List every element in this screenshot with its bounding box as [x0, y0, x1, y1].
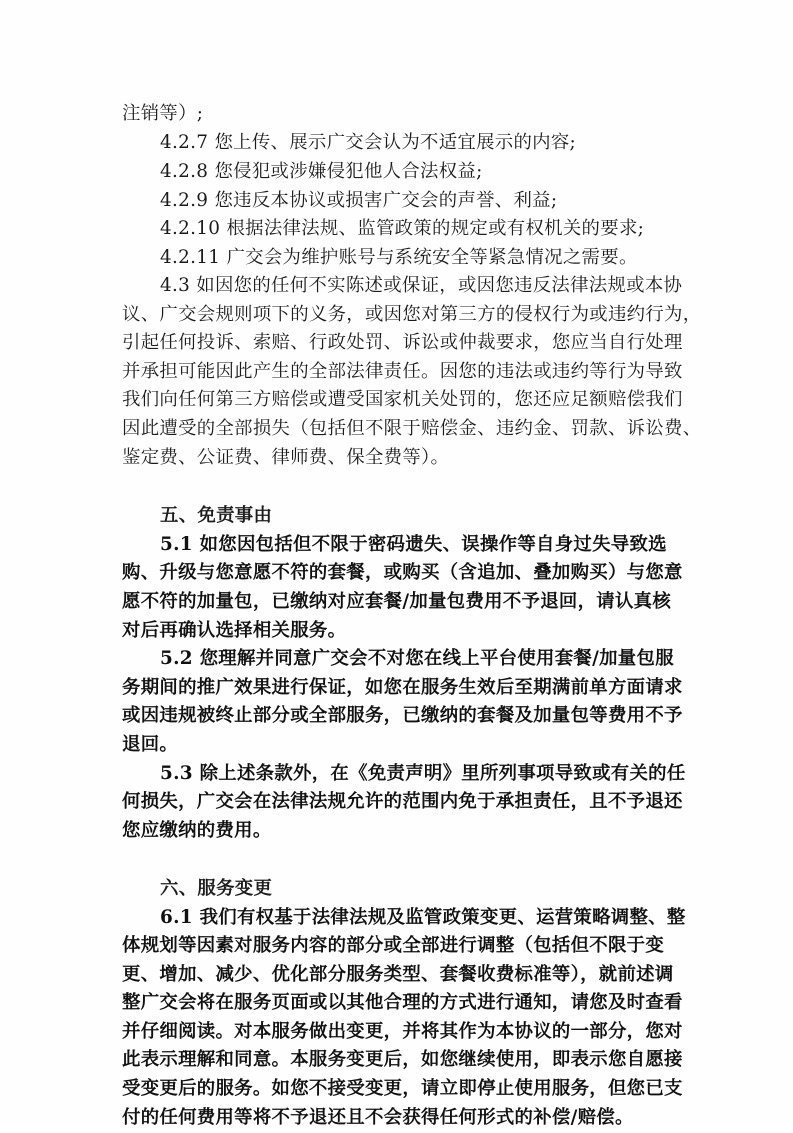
text-line: 6.1 我们有权基于法律法规及监管政策变更、运营策略调整、整	[160, 907, 686, 928]
text-line: 您应缴纳的费用。	[122, 820, 272, 841]
text-line: 并承担可能因此产生的全部法律责任。因您的违法或违约等行为导致	[122, 361, 683, 382]
text-line: 务期间的推广效果进行保证，如您在服务生效后至期满前单方面请求	[122, 677, 683, 698]
text-line: 议、广交会规则项下的义务，或因您对第三方的侵权行为或违约行为，	[122, 304, 702, 325]
text-line: 体规划等因素对服务内容的部分或全部进行调整（包括但不限于变	[122, 935, 665, 956]
text-line: 引起任何投诉、索赔、行政处罚、诉讼或仲裁要求，您应当自行处理	[122, 332, 683, 353]
text-line: 注销等）;	[122, 103, 204, 124]
text-line: 4.2.7 您上传、展示广交会认为不适宜展示的内容;	[160, 132, 577, 153]
text-line: 退回。	[122, 734, 179, 755]
text-line: 4.2.8 您侵犯或涉嫌侵犯他人合法权益;	[160, 161, 483, 182]
text-line: 因此遭受的全部损失（包括但不限于赔偿金、违约金、罚款、诉讼费、	[122, 418, 702, 439]
text-line: 对后再确认选择相关服务。	[122, 620, 347, 641]
text-line: 5.1 如您因包括但不限于密码遗失、误操作等自身过失导致选	[160, 534, 667, 555]
text-line: 愿不符的加量包，已缴纳对应套餐/加量包费用不予退回，请认真核	[122, 591, 672, 612]
text-line: 并仔细阅读。对本服务做出变更，并将其作为本协议的一部分，您对	[122, 1021, 683, 1042]
text-line: 更、增加、减少、优化部分服务类型、套餐收费标准等），就前述调	[122, 964, 674, 985]
text-line: 4.3 如因您的任何不实陈述或保证，或因您违反法律法规或本协	[160, 275, 683, 296]
text-line: 购、升级与您意愿不符的套餐，或购买（含追加、叠加购买）与您意	[122, 562, 683, 583]
text-line: 何损失，广交会在法律法规允许的范围内免于承担责任，且不予退还	[122, 791, 683, 812]
text-line: 5.3 除上述条款外，在《免责声明》里所列事项导致或有关的任	[160, 763, 686, 784]
text-line: 此表示理解和同意。本服务变更后，如您继续使用，即表示您自愿接	[122, 1049, 683, 1070]
text-line: 或因违规被终止部分或全部服务，已缴纳的套餐及加量包等费用不予	[122, 705, 683, 726]
text-line: 5.2 您理解并同意广交会不对您在线上平台使用套餐/加量包服	[160, 648, 674, 669]
text-line: 鉴定费、公证费、律师费、保全费等）。	[122, 447, 450, 468]
text-line: 整广交会将在服务页面或以其他合理的方式进行通知，请您及时查看	[122, 992, 683, 1013]
text-line: 我们向任何第三方赔偿或遭受国家机关处罚的，您还应足额赔偿我们	[122, 389, 683, 410]
section-heading: 六、服务变更	[160, 878, 273, 899]
text-line: 4.2.11 广交会为维护账号与系统安全等紧急情况之需要。	[160, 247, 638, 268]
text-line: 付的任何费用等将不予退还且不会获得任何形式的补偿/赔偿。	[122, 1107, 634, 1128]
section-heading: 五、免责事由	[160, 505, 273, 526]
text-line: 4.2.10 根据法律法规、监管政策的规定或有权机关的要求;	[160, 218, 645, 239]
text-line: 受变更后的服务。如您不接受变更，请立即停止使用服务，但您已支	[122, 1078, 683, 1099]
text-line: 4.2.9 您违反本协议或损害广交会的声誉、利益;	[160, 190, 558, 211]
